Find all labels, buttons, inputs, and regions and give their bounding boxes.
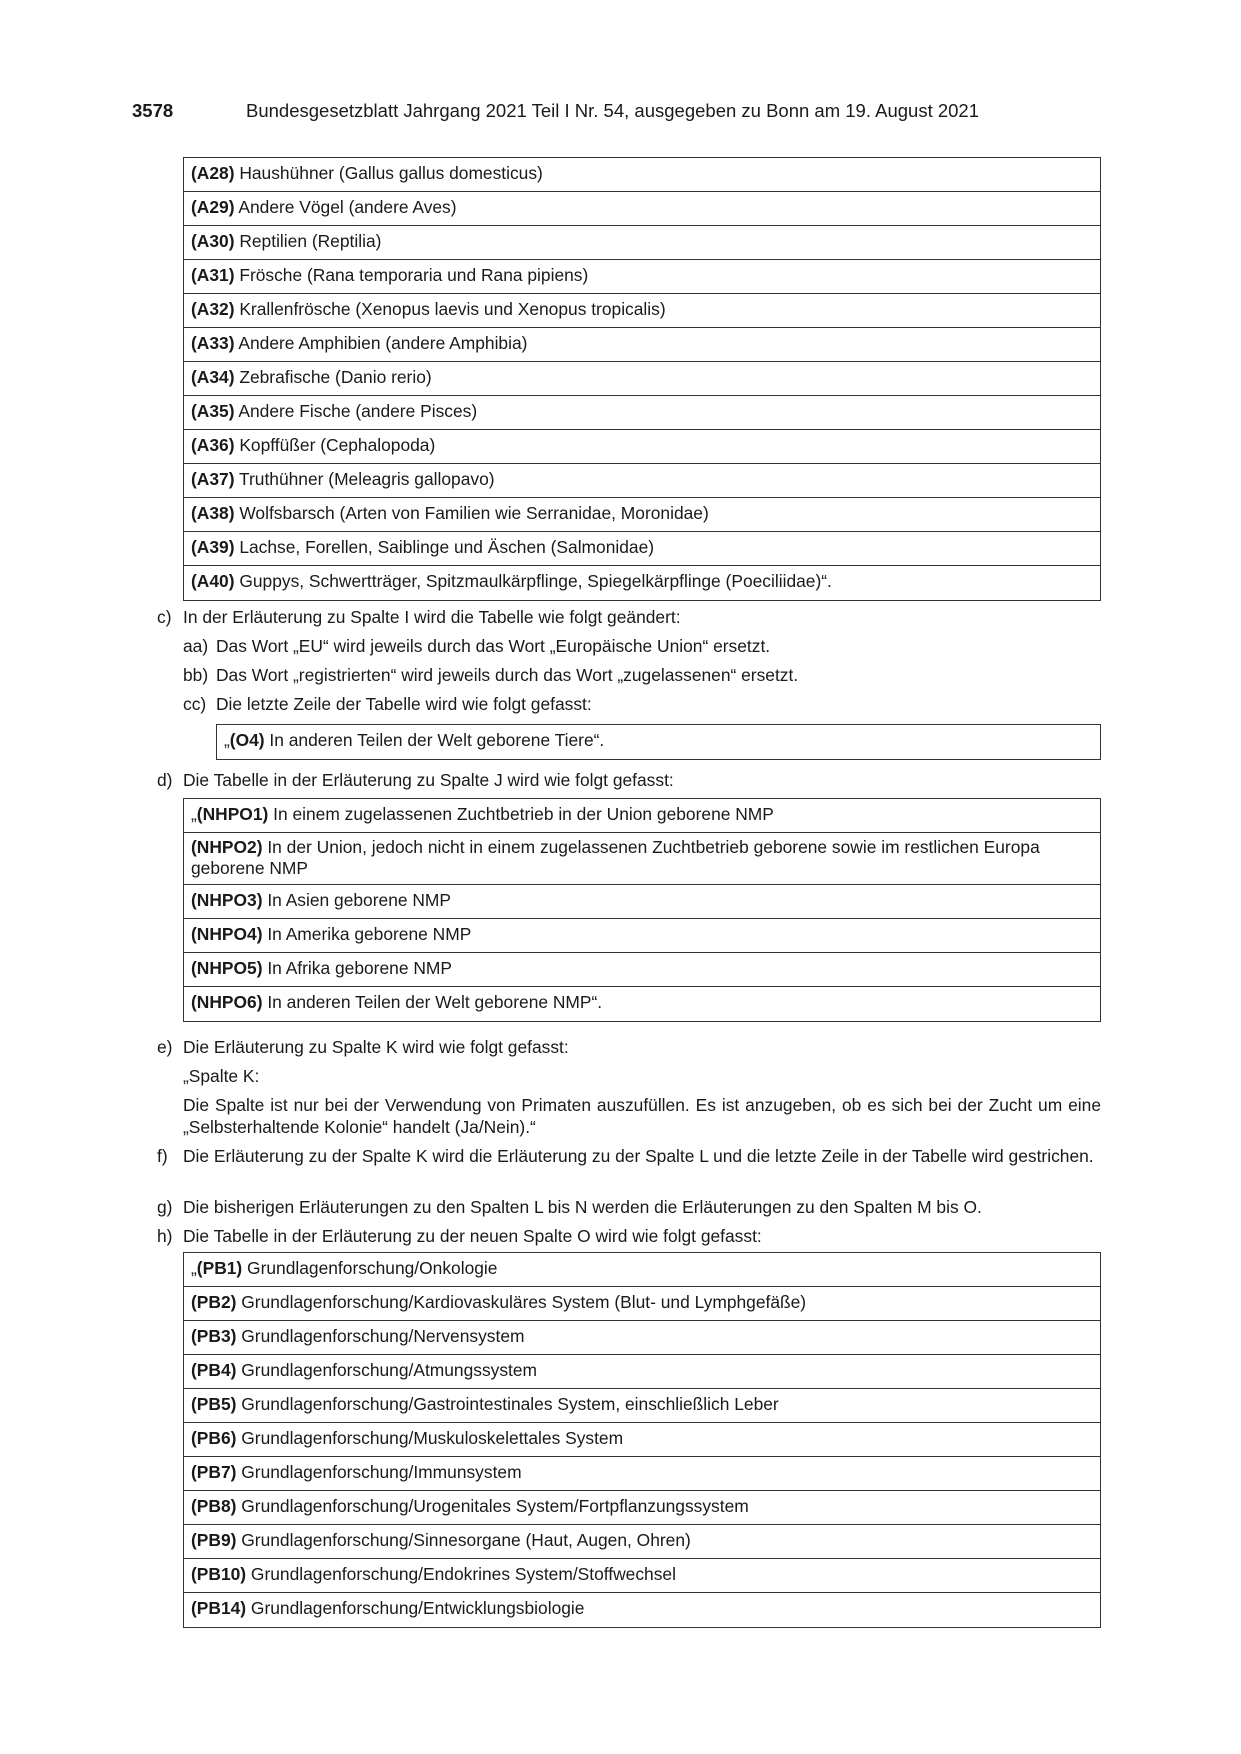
row-text: Wolfsbarsch (Arten von Familien wie Serranidae, Moronidae) [234, 503, 709, 523]
row-code: (PB1) [196, 1258, 243, 1278]
row-code: (PB9) [191, 1530, 237, 1550]
table-row [184, 799, 1100, 833]
item-c-label: c) [157, 607, 172, 627]
table-row [184, 1525, 1100, 1559]
item-c-bb-label: bb) [183, 665, 209, 685]
row-code: (A30) [191, 231, 235, 251]
table-row [184, 396, 1100, 430]
item-f-text: Die Erläuterung zu der Spalte K wird die Erläuterung zu der Spalte L und die letzte Zeile in der Tabelle wird gestrichen. [183, 1146, 1094, 1166]
table-row [184, 158, 1100, 192]
row-text: Haushühner (Gallus gallus domesticus) [234, 163, 543, 183]
item-g-text: Die bisherigen Erläuterungen zu den Spalten L bis N werden die Erläuterungen zu den Spalten M bis O. [183, 1197, 982, 1217]
row-text: Grundlagenforschung/Gastrointestinales System, einschließlich Leber [236, 1394, 779, 1414]
row-text: Grundlagenforschung/Urogenitales System/Fortpflanzungssystem [236, 1496, 749, 1516]
table-row [184, 566, 1100, 600]
row-code: (A37) [191, 469, 235, 489]
table-row [184, 260, 1100, 294]
table-row [184, 430, 1100, 464]
row-text: In Asien geborene NMP [262, 890, 452, 910]
row-text: Grundlagenforschung/Endokrines System/Stoffwechsel [246, 1564, 676, 1584]
item-c-bb-text: Das Wort „registrierten“ wird jeweils durch das Wort „zugelassenen“ ersetzt. [216, 665, 799, 685]
row-code: (A29) [191, 197, 235, 217]
item-c-cc-label: cc) [183, 694, 207, 714]
table-row [184, 362, 1100, 396]
row-code: (A32) [191, 299, 235, 319]
table-row [184, 1559, 1100, 1593]
row-code: (A33) [191, 333, 235, 353]
item-c-aa-text: Das Wort „EU“ wird jeweils durch das Wort „Europäische Union“ ersetzt. [216, 636, 771, 656]
table-row [184, 953, 1100, 987]
table-row [184, 1593, 1100, 1627]
row-text: Krallenfrösche (Xenopus laevis und Xenopus tropicalis) [234, 299, 666, 319]
row-code: (A36) [191, 435, 235, 455]
row-text: Zebrafische (Danio rerio) [234, 367, 432, 387]
row-code: (A28) [191, 163, 235, 183]
page-number: 3578 [132, 100, 174, 121]
item-e-quote-body: Die Spalte ist nur bei der Verwendung von Primaten auszufüllen. Es ist anzugeben, ob es sich bei der Zucht um eine „Selbsterhaltende Kolonie“ handelt (Ja/Nein).“ [183, 1095, 1101, 1137]
row-code: (PB7) [191, 1462, 237, 1482]
row-prefix: „ [191, 804, 197, 824]
table-row [184, 987, 1100, 1021]
table-row [184, 1457, 1100, 1491]
row-text: In anderen Teilen der Welt geborene Tiere“. [264, 730, 605, 750]
nhpo-table [183, 798, 1101, 1022]
item-f-label: f) [157, 1146, 168, 1166]
item-c-cc-text: Die letzte Zeile der Tabelle wird wie folgt gefasst: [216, 694, 592, 714]
table-row [184, 1321, 1100, 1355]
item-d-text: Die Tabelle in der Erläuterung zu Spalte J wird wie folgt gefasst: [183, 770, 674, 790]
item-e-quote-title: „Spalte K: [183, 1066, 260, 1086]
row-text: Andere Amphibien (andere Amphibia) [234, 333, 528, 353]
item-h-label: h) [157, 1226, 173, 1246]
table-row [184, 498, 1100, 532]
table-row [184, 885, 1100, 919]
row-code: (A40) [191, 571, 235, 591]
row-text: Andere Vögel (andere Aves) [234, 197, 457, 217]
row-code: (PB14) [191, 1598, 247, 1618]
table-row [184, 328, 1100, 362]
row-code: (A34) [191, 367, 235, 387]
row-code: (PB6) [191, 1428, 237, 1448]
row-prefix: „ [224, 730, 230, 750]
table-row [184, 919, 1100, 953]
item-e-label: e) [157, 1037, 173, 1057]
table-row [184, 1253, 1100, 1287]
origin-table [216, 724, 1101, 760]
header-title: Bundesgesetzblatt Jahrgang 2021 Teil I Nr. 54, ausgegeben zu Bonn am 19. August 2021 [246, 100, 979, 121]
table-row [184, 833, 1100, 885]
row-text: Andere Fische (andere Pisces) [234, 401, 478, 421]
table-row [184, 192, 1100, 226]
row-code: (NHPO1) [196, 804, 269, 824]
row-text: In anderen Teilen der Welt geborene NMP“. [262, 992, 603, 1012]
row-text: Kopffüßer (Cephalopoda) [234, 435, 436, 455]
item-e-text: Die Erläuterung zu Spalte K wird wie folgt gefasst: [183, 1037, 569, 1057]
table-row [184, 1389, 1100, 1423]
table-row [217, 725, 1100, 759]
table-row [184, 226, 1100, 260]
row-code: (A38) [191, 503, 235, 523]
row-code: (A31) [191, 265, 235, 285]
row-code: (NHPO4) [191, 924, 263, 944]
row-text: In einem zugelassenen Zuchtbetrieb in der Union geborene NMP [268, 804, 774, 824]
research-purpose-table [183, 1252, 1101, 1628]
row-code: (PB8) [191, 1496, 237, 1516]
row-code: (NHPO6) [191, 992, 263, 1012]
row-text: Lachse, Forellen, Saiblinge und Äschen (Salmonidae) [234, 537, 655, 557]
item-c-aa-label: aa) [183, 636, 209, 656]
row-code: (NHPO2) [191, 837, 263, 857]
table-row [184, 1355, 1100, 1389]
row-text: Grundlagenforschung/Atmungssystem [236, 1360, 538, 1380]
row-text: In Afrika geborene NMP [262, 958, 452, 978]
row-text: Grundlagenforschung/Onkologie [242, 1258, 498, 1278]
row-code: (A39) [191, 537, 235, 557]
item-d-label: d) [157, 770, 173, 790]
row-text: Grundlagenforschung/Muskuloskelettales System [236, 1428, 624, 1448]
row-text: In der Union, jedoch nicht in einem zugelassenen Zuchtbetrieb geborene sowie im restlichen Europa geborene NMP [191, 837, 1040, 878]
row-text: In Amerika geborene NMP [262, 924, 472, 944]
row-text: Frösche (Rana temporaria und Rana pipiens) [234, 265, 589, 285]
row-text: Grundlagenforschung/Nervensystem [236, 1326, 525, 1346]
row-code: (PB10) [191, 1564, 247, 1584]
row-code: (A35) [191, 401, 235, 421]
row-code: (NHPO5) [191, 958, 263, 978]
table-row [184, 1491, 1100, 1525]
item-g-label: g) [157, 1197, 173, 1217]
row-code: (PB2) [191, 1292, 237, 1312]
row-code: (NHPO3) [191, 890, 263, 910]
row-code: (PB3) [191, 1326, 237, 1346]
table-row [184, 1287, 1100, 1321]
row-text: Grundlagenforschung/Kardiovaskuläres System (Blut- und Lymphgefäße) [236, 1292, 807, 1312]
page-header [132, 100, 1112, 122]
species-table [183, 157, 1101, 601]
item-c-text: In der Erläuterung zu Spalte I wird die Tabelle wie folgt geändert: [183, 607, 681, 627]
row-text: Grundlagenforschung/Immunsystem [236, 1462, 522, 1482]
row-code: (PB4) [191, 1360, 237, 1380]
row-text: Reptilien (Reptilia) [234, 231, 382, 251]
row-code: (O4) [229, 730, 265, 750]
table-row [184, 1423, 1100, 1457]
row-text: Grundlagenforschung/Sinnesorgane (Haut, Augen, Ohren) [236, 1530, 691, 1550]
row-text: Truthühner (Meleagris gallopavo) [234, 469, 495, 489]
row-text: Guppys, Schwertträger, Spitzmaulkärpflinge, Spiegelkärpflinge (Poeciliidae)“. [234, 571, 832, 591]
row-code: (PB5) [191, 1394, 237, 1414]
table-row [184, 464, 1100, 498]
row-text: Grundlagenforschung/Entwicklungsbiologie [246, 1598, 585, 1618]
table-row [184, 294, 1100, 328]
table-row [184, 532, 1100, 566]
row-prefix: „ [191, 1258, 197, 1278]
item-h-text: Die Tabelle in der Erläuterung zu der neuen Spalte O wird wie folgt gefasst: [183, 1226, 762, 1246]
